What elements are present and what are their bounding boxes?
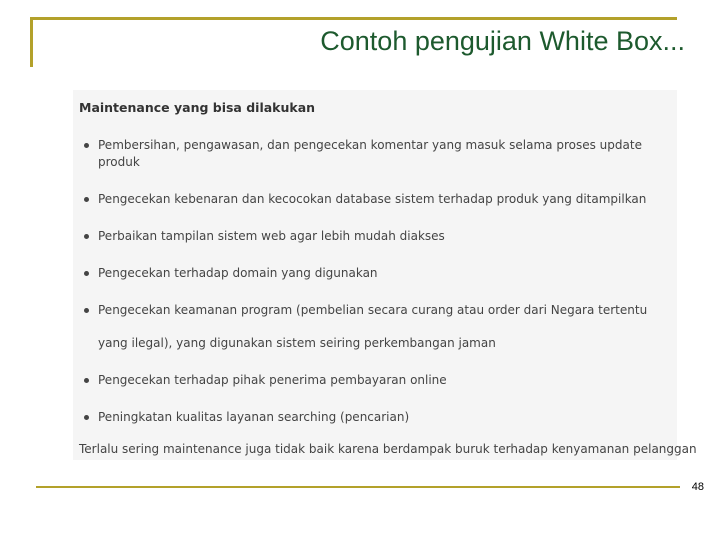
list-item-text: Peningkatan kualitas layanan searching (pencarian) bbox=[98, 410, 410, 424]
maintenance-list bbox=[79, 137, 669, 426]
bullet-icon bbox=[84, 415, 89, 420]
bullet-icon bbox=[84, 308, 89, 313]
list-item bbox=[79, 228, 669, 245]
bullet-icon bbox=[84, 234, 89, 239]
list-item-text: Pengecekan terhadap pihak penerima pembayaran online bbox=[98, 373, 447, 387]
list-item-text: Perbaikan tampilan sistem web agar lebih mudah diakses bbox=[98, 229, 445, 243]
list-item-text: Pengecekan terhadap domain yang digunakan bbox=[98, 266, 378, 280]
list-item bbox=[79, 191, 669, 208]
bullet-icon bbox=[84, 197, 89, 202]
content-heading: Maintenance yang bisa dilakukan bbox=[79, 100, 316, 115]
bullet-icon bbox=[84, 378, 89, 383]
list-item bbox=[79, 137, 669, 171]
content-footer: Terlalu sering maintenance juga tidak baik karena berdampak buruk terhadap kenyamanan pelanggan bbox=[79, 442, 697, 456]
page-number: 48 bbox=[691, 481, 704, 493]
content-screenshot bbox=[73, 90, 697, 460]
list-item bbox=[79, 265, 669, 282]
slide-title: Contoh pengujian White Box... bbox=[320, 26, 685, 56]
list-item bbox=[79, 294, 669, 360]
list-item-text: Pengecekan keamanan program (pembelian secara curang atau order dari Negara tertentu yang ilegal), yang digunakan sistem seiring perkembangan jaman bbox=[98, 303, 648, 350]
list-item-text: Pengecekan kebenaran dan kecocokan database sistem terhadap produk yang ditampilkan bbox=[98, 192, 647, 206]
bullet-icon bbox=[84, 271, 89, 276]
top-frame-line bbox=[30, 17, 677, 20]
list-item-text: Pembersihan, pengawasan, dan pengecekan komentar yang masuk selama proses update produk bbox=[98, 138, 642, 169]
bottom-frame-line bbox=[36, 486, 680, 488]
bullet-icon bbox=[84, 143, 89, 148]
list-item bbox=[79, 409, 669, 426]
list-item bbox=[79, 372, 669, 389]
